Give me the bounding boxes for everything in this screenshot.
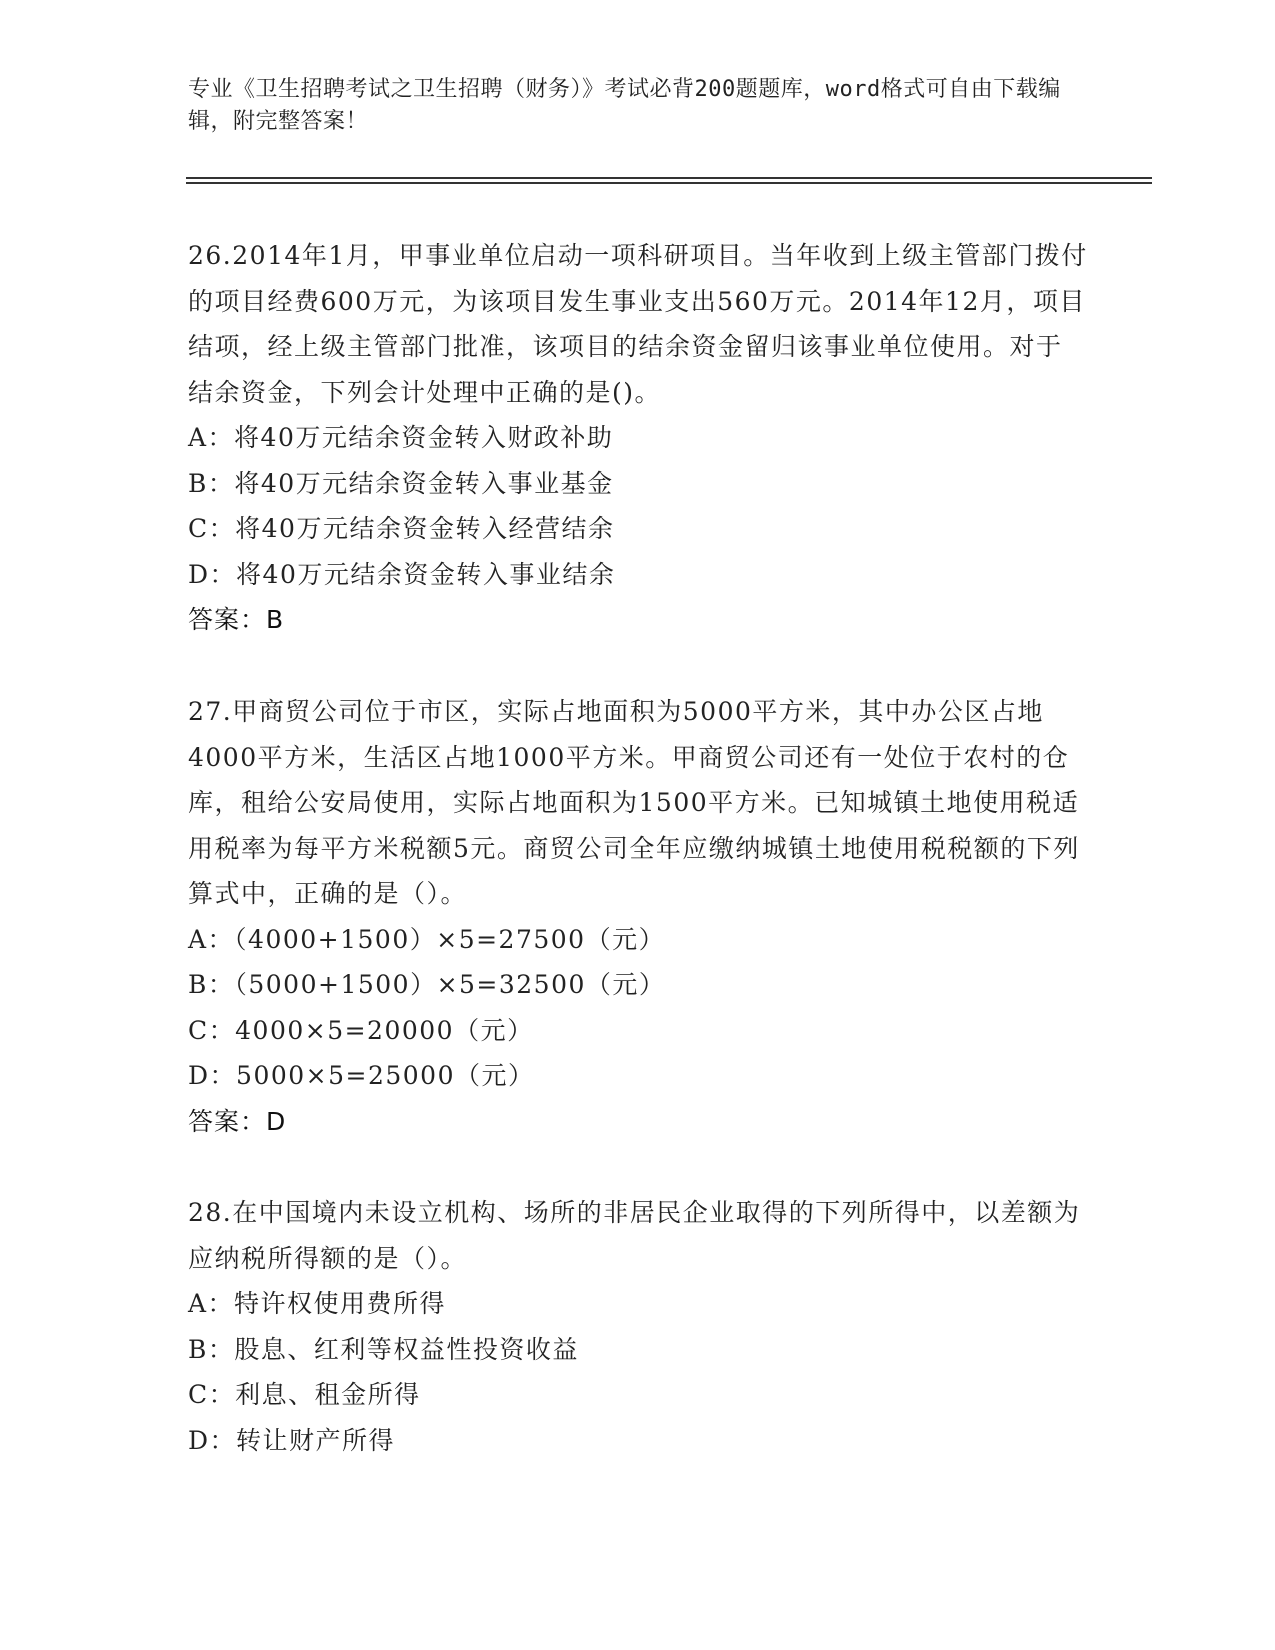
question-stem: 26.2014年1月，甲事业单位启动一项科研项目。当年收到上级主管部门拨付的项目经费600万元，为该项目发生事业支出560万元。2014年12月，项目结项，经上级主管部门批准，该项目的结余资金留归该事业单位使用。对于结余资金，下列会计处理中正确的是()。 (188, 241, 1088, 407)
option-a: A：将40万元结余资金转入财政补助 (188, 423, 614, 452)
option-b: B：将40万元结余资金转入事业基金 (188, 468, 614, 498)
answer-line: 答案：D (188, 1106, 287, 1136)
option-d: D：将40万元结余资金转入事业结余 (188, 559, 616, 589)
question-28 (188, 1190, 1088, 1463)
option-d: D：转让财产所得 (188, 1425, 396, 1455)
header-divider-top (186, 177, 1152, 179)
option-a: A：（4000+1500）×5=27500（元） (188, 924, 666, 954)
question-stem: 27.甲商贸公司位于市区，实际占地面积为5000平方米，其中办公区占地4000平方米，生活区占地1000平方米。甲商贸公司还有一处位于农村的仓库，租给公安局使用，实际占地面积为1500平方米。已知城镇土地使用税适用税率为每平方米税额5元。商贸公司全年应缴纳城镇土地使用税税额的下列算式中，正确的是（）。 (188, 697, 1080, 908)
option-c: C：利息、租金所得 (188, 1380, 421, 1409)
option-c: C：4000×5=20000（元） (188, 1015, 534, 1045)
option-b: B：股息、红利等权益性投资收益 (188, 1334, 579, 1364)
option-d: D：5000×5=25000（元） (188, 1061, 535, 1090)
question-26 (188, 233, 1088, 643)
option-b: B：（5000+1500）×5=32500（元） (188, 970, 666, 999)
option-a: A：特许权使用费所得 (188, 1289, 447, 1318)
header-divider-bottom (186, 182, 1152, 184)
answer-line: 答案：B (188, 605, 285, 634)
option-c: C：将40万元结余资金转入经营结余 (188, 514, 615, 543)
page-header: 专业《卫生招聘考试之卫生招聘（财务）》考试必背200题题库，word格式可自由下载编辑，附完整答案！ (188, 77, 1061, 134)
question-stem: 28.在中国境内未设立机构、场所的非居民企业取得的下列所得中，以差额为应纳税所得额的是（）。 (188, 1198, 1081, 1273)
question-27 (188, 689, 1088, 1144)
